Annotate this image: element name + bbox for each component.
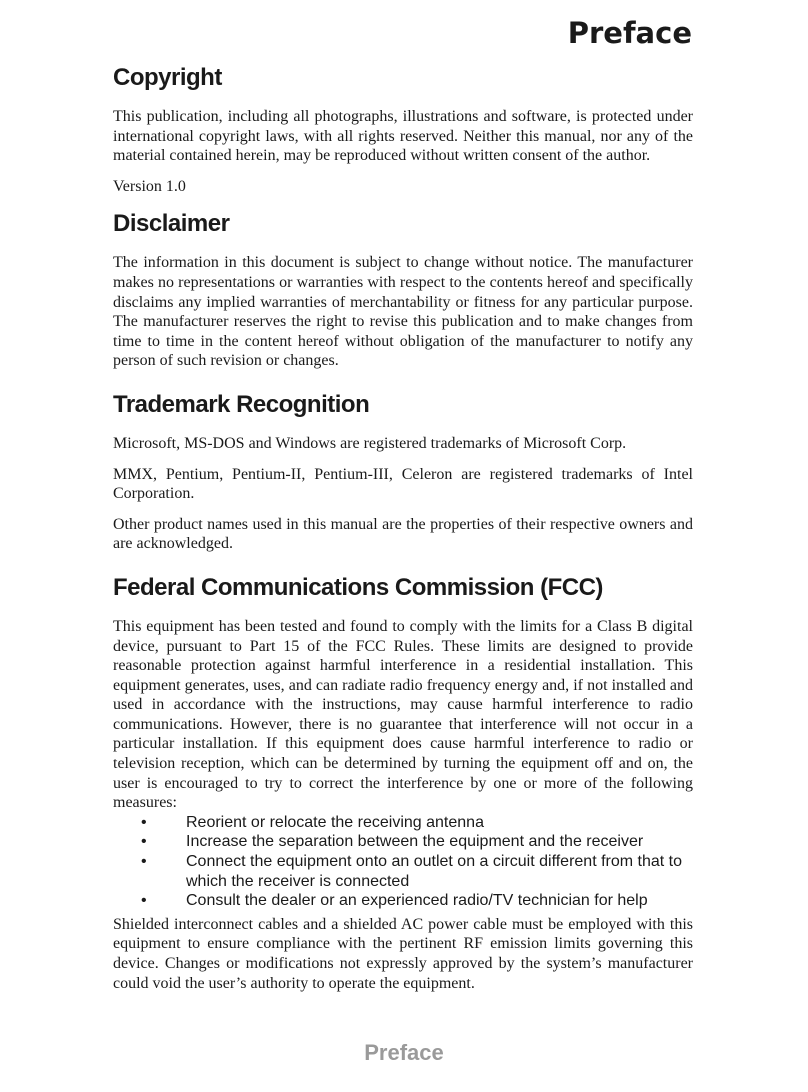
list-item (113, 852, 693, 891)
disclaimer-paragraph: The information in this document is subject to change without notice. The manufacturer makes no representations or warranties with respect to the contents hereof and specifically disclaims any implied warranties of merchantability or fitness for any particular purpose. The manufacturer reserves the right to revise this publication and to make changes from time to time in the content hereof without obligation of the manufacturer to notify any person of such revision or changes. (113, 254, 693, 370)
measure-text: Consult the dealer or an experienced radio/TV technician for help (186, 892, 648, 910)
list-item (113, 832, 693, 852)
list-item (113, 813, 693, 833)
bullet-icon: • (141, 853, 147, 871)
bullet-icon: • (141, 813, 147, 831)
trademark-paragraph: MMX, Pentium, Pentium-II, Pentium-III, Celeron are registered trademarks of Intel Corporation. (113, 465, 693, 503)
fcc-heading: Federal Communications Commission (FCC) (113, 573, 603, 601)
fcc-closing-paragraph: Shielded interconnect cables and a shielded AC power cable must be employed with this equipment to ensure compliance with the pertinent RF emission limits governing this device. Changes or modifications not expressly approved by the system’s manufacturer could void the user’s authority to operate the equipment. (113, 915, 693, 992)
page-header-title: Preface (567, 16, 692, 50)
bullet-icon: • (141, 833, 147, 851)
list-item (113, 891, 693, 911)
disclaimer-heading: Disclaimer (113, 210, 230, 238)
document-body (113, 64, 693, 993)
measure-text: Increase the separation between the equipment and the receiver (186, 833, 644, 851)
measure-text: Reorient or relocate the receiving antenna (186, 813, 484, 831)
trademark-heading: Trademark Recognition (113, 390, 370, 418)
fcc-intro-paragraph: This equipment has been tested and found to comply with the limits for a Class B digital device, pursuant to Part 15 of the FCC Rules. These limits are designed to provide reasonable protection against harmful interference in a residential installation. This equipment generates, uses, and can radiate radio frequency energy and, if not installed and used in accordance with the instructions, may cause harmful interference to radio communications. However, there is no guarantee that interference will not occur in a particular installation. If this equipment does cause harmful interference to radio or television reception, which can be determined by turning the equipment off and on, the user is encouraged to try to correct the interference by one or more of the following measures: (113, 617, 693, 812)
bullet-icon: • (141, 892, 147, 910)
page-footer-title: Preface (364, 1040, 444, 1065)
trademark-paragraph: Microsoft, MS-DOS and Windows are registered trademarks of Microsoft Corp. (113, 434, 627, 452)
copyright-heading: Copyright (113, 64, 222, 91)
version-text: Version 1.0 (113, 177, 186, 195)
copyright-paragraph: This publication, including all photographs, illustrations and software, is protected under international copyright laws, with all rights reserved. Neither this manual, nor any of the material contained herein, may be reproduced without written consent of the author. (113, 108, 693, 165)
fcc-measures-list (113, 813, 693, 911)
measure-text: Connect the equipment onto an outlet on a circuit different from that to which the receiver is connected (186, 853, 683, 890)
trademark-paragraph: Other product names used in this manual are the properties of their respective owners and are acknowledged. (113, 515, 693, 553)
